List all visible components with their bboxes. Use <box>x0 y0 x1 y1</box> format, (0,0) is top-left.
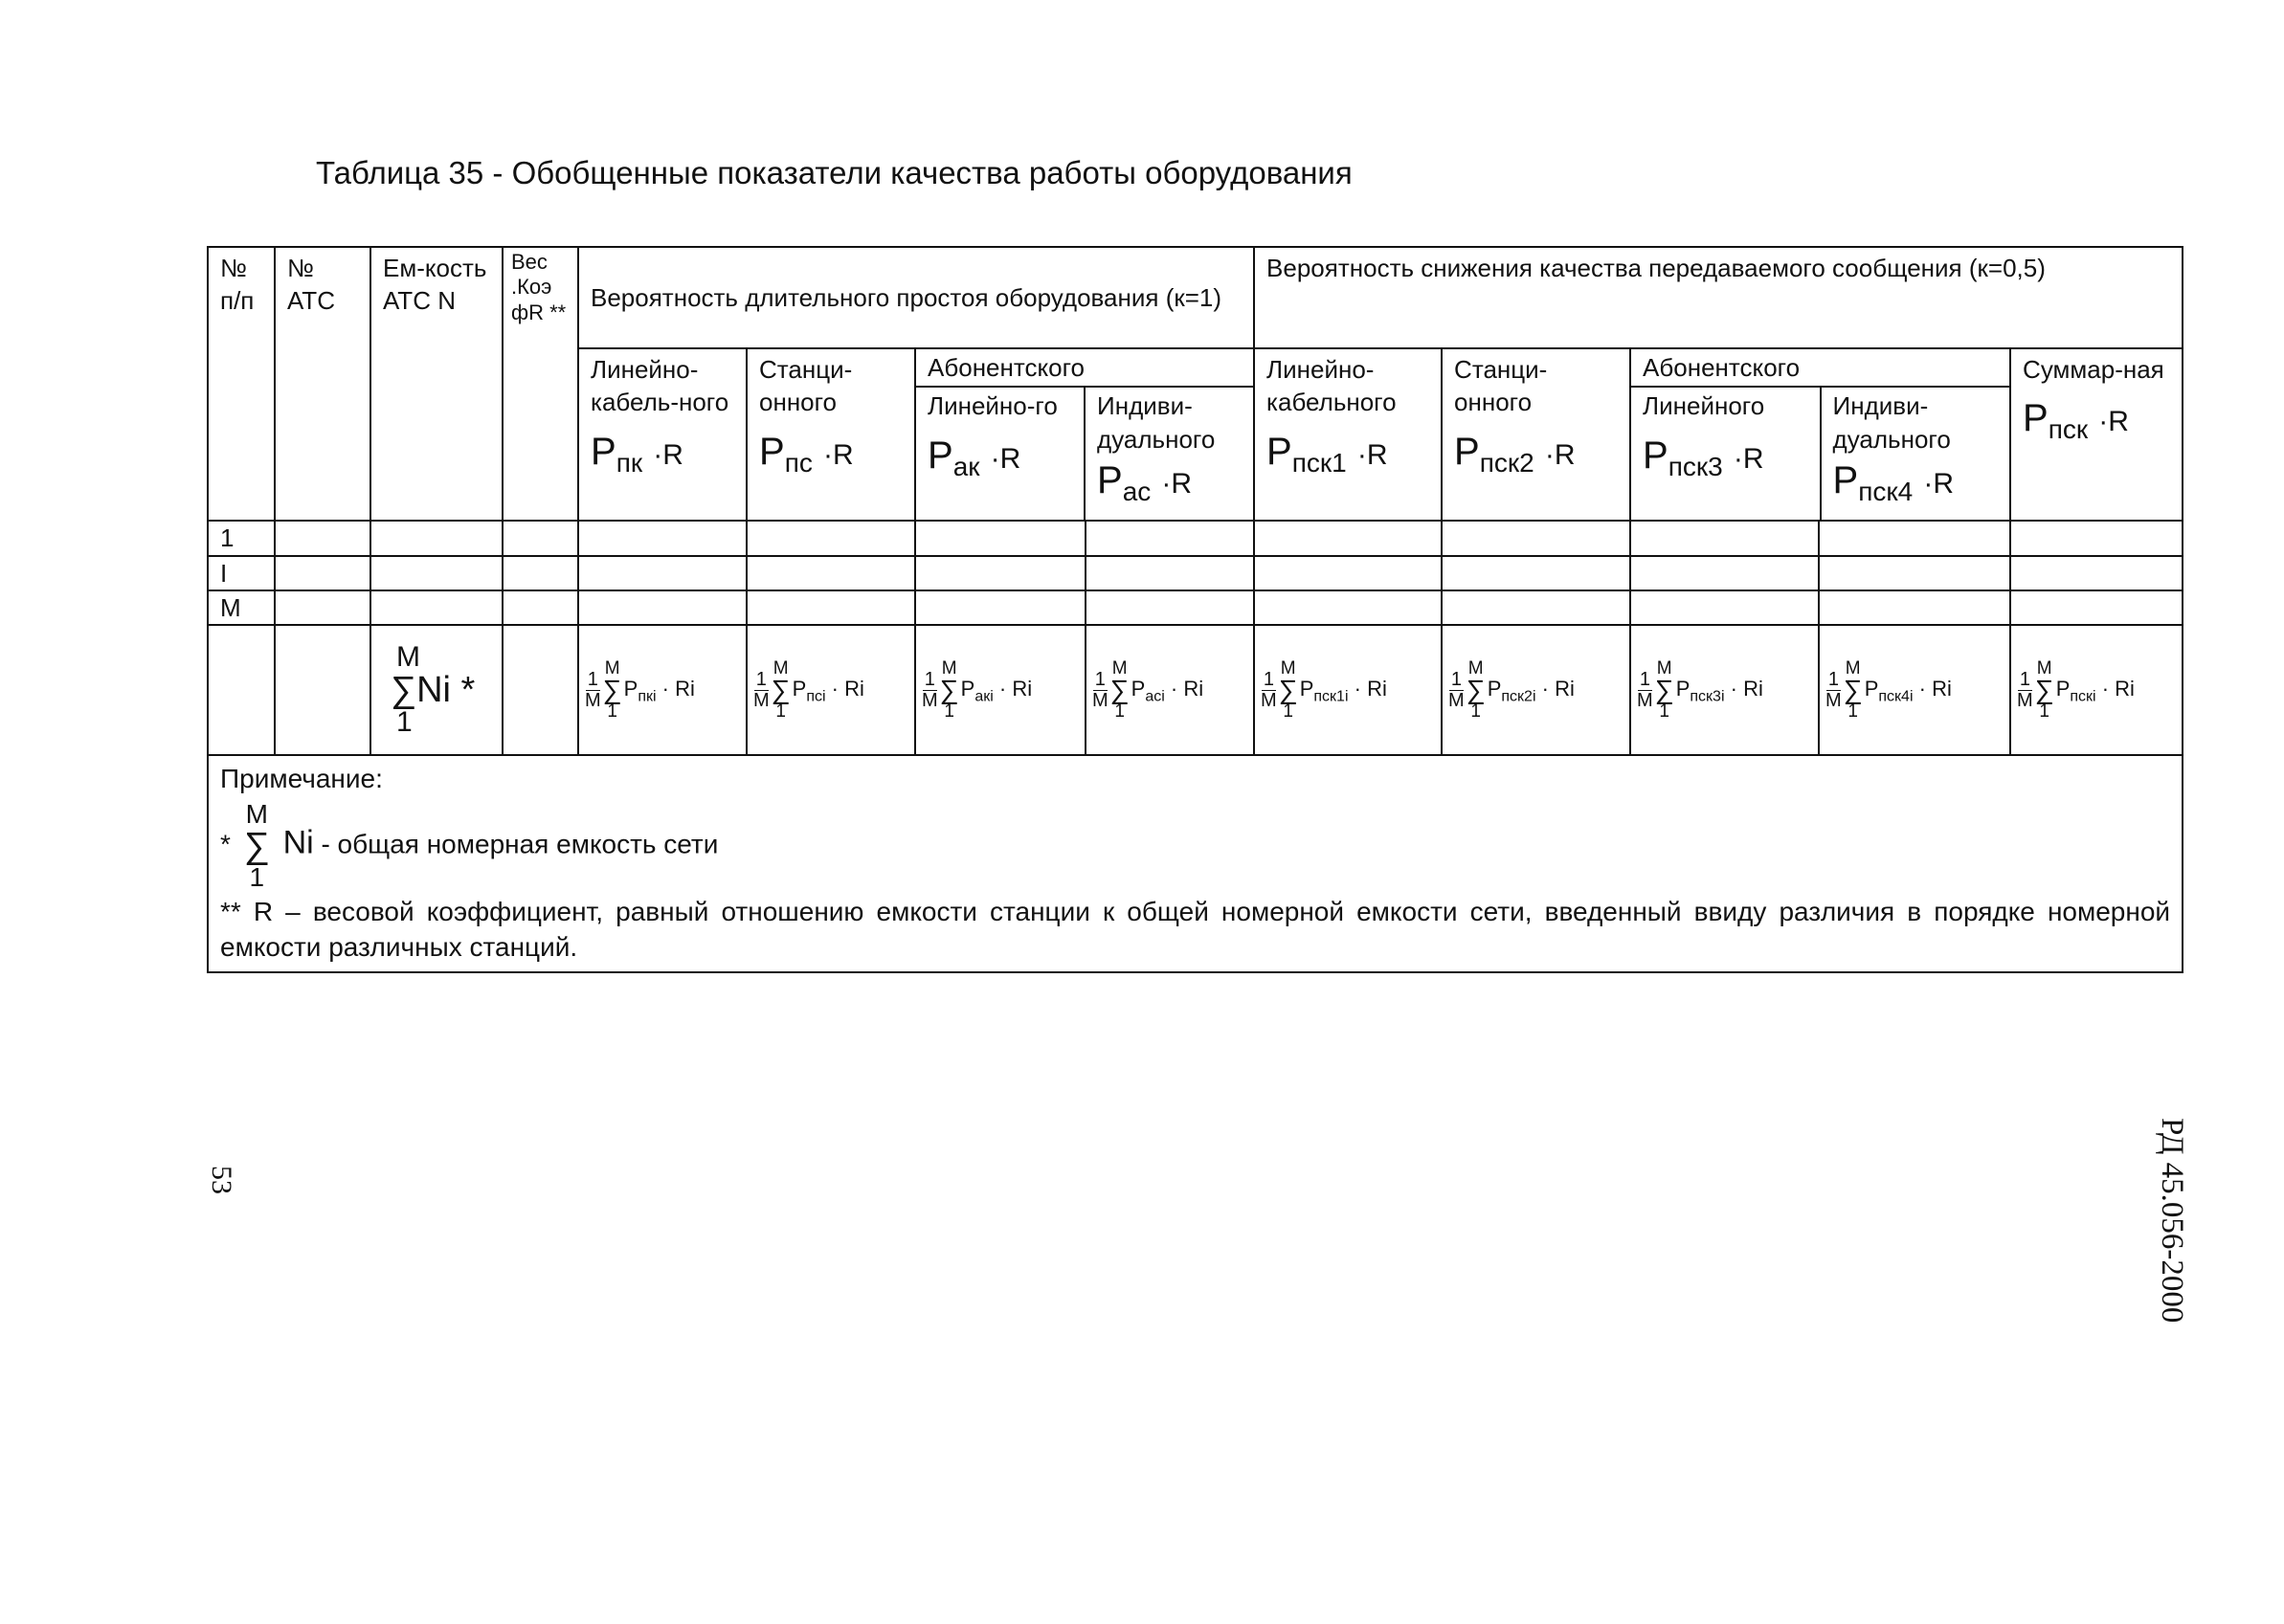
header-quality-station <box>1442 348 1630 521</box>
header-downtime-line-label: Линейно-кабель-ного <box>591 355 729 417</box>
symbol-p-psk: $P_{пск} \cdot R$ <box>2023 397 2129 445</box>
header-num: № п/п <box>208 247 275 521</box>
document-id: РД 45.056-2000 <box>2155 1118 2189 1324</box>
formula-psk1i: $\frac{1}{M}$ M ∑ 1 $P_{пск1i} \cdot Ri$ <box>1254 625 1442 755</box>
symbol-p-as: $P_{ас} \cdot R$ <box>1097 458 1193 506</box>
symbol-p-ak: $P_{ак} \cdot R$ <box>928 434 1021 481</box>
header-downtime-sub-indiv-label: Индиви-дуального <box>1097 391 1216 454</box>
symbol-p-psk2: $P_{пск2} \cdot R$ <box>1454 430 1576 478</box>
symbol-p-psk1: $P_{пск1} \cdot R$ <box>1266 430 1388 478</box>
header-quality-sub-line-label: Линейного <box>1643 391 1765 421</box>
formula-asi: $\frac{1}{M}$ M ∑ 1 $P_{асi} \cdot Ri$ <box>1086 625 1254 755</box>
table-row <box>208 521 2183 555</box>
header-quality-total-label: Суммар-ная <box>2023 355 2164 384</box>
header-downtime-station-label: Станци-онного <box>759 355 853 417</box>
row-index: M <box>208 590 275 625</box>
symbol-p-psk3: $P_{пск3} \cdot R$ <box>1643 434 1764 481</box>
header-capacity: Ем-кость АТС N <box>370 247 503 521</box>
page-number: 53 <box>206 1166 237 1194</box>
header-quality-subscriber <box>1630 348 2010 521</box>
formula-psk3i: $\frac{1}{M}$ M ∑ 1 $P_{пск3i} \cdot Ri$ <box>1630 625 1819 755</box>
header-ats: № АТС <box>275 247 370 521</box>
header-downtime-subscriber <box>915 348 1254 521</box>
row-index: I <box>208 556 275 590</box>
header-quality-total <box>2010 348 2183 521</box>
formula-aki: $\frac{1}{M}$ M ∑ 1 $P_{акi} \cdot Ri$ <box>915 625 1086 755</box>
table-row <box>208 590 2183 625</box>
symbol-p-psk4: $P_{пск4} \cdot R$ <box>1832 458 1954 506</box>
header-downtime-line <box>578 348 747 521</box>
table-caption: Таблица 35 - Обобщенные показатели качества работы оборудования <box>316 155 1353 190</box>
header-quality-sub-indiv-label: Индиви-дуального <box>1832 391 1951 454</box>
note-line-2: ** R – весовой коэффициент, равный отношению емкости станции к общей номерной емкости сети, введенный ввиду различия в порядке номерной емкости различных станций. <box>220 897 2171 963</box>
header-quality-line-label: Линейно-кабельного <box>1266 355 1397 417</box>
quality-indicators-table <box>207 246 2183 973</box>
header-row-1 <box>208 247 2183 348</box>
formula-total-capacity: M ∑Ni * 1 <box>370 625 503 755</box>
row-index: 1 <box>208 521 275 555</box>
header-quality-line <box>1254 348 1442 521</box>
header-downtime-sub-indiv <box>1086 388 1253 520</box>
header-quality-station-label: Станци-онного <box>1454 355 1548 417</box>
table-row <box>208 556 2183 590</box>
header-downtime-sub-line <box>916 388 1086 520</box>
header-downtime-group: Вероятность длительного простоя оборудования (к=1) <box>578 247 1254 348</box>
header-quality-sub-indiv <box>1822 388 2010 520</box>
formula-pki: $\frac{1}{M}$ M ∑ 1 $P_{пкi} \cdot Ri$ <box>578 625 747 755</box>
note-row <box>208 755 2183 972</box>
formula-pski: $\frac{1}{M}$ M ∑ 1 $P_{пскi} \cdot Ri$ <box>2010 625 2183 755</box>
symbol-p-pk: $P_{пк} \cdot R$ <box>591 430 683 478</box>
table-note <box>208 755 2183 972</box>
header-weight: Вес .Коэ фR ** <box>503 247 578 521</box>
formula-psk2i: $\frac{1}{M}$ M ∑ 1 $P_{пск2i} \cdot Ri$ <box>1442 625 1630 755</box>
header-quality-group: Вероятность снижения качества передаваемого сообщения (к=0,5) <box>1254 247 2183 348</box>
formula-row <box>208 625 2183 755</box>
header-quality-subscriber-label: Абонентского <box>1631 349 2009 388</box>
header-downtime-sub-line-label: Линейно-го <box>928 391 1058 421</box>
formula-psk4i: $\frac{1}{M}$ M ∑ 1 $P_{пск4i} \cdot Ri$ <box>1819 625 2010 755</box>
header-downtime-subscriber-label: Абонентского <box>916 349 1253 388</box>
symbol-p-ps: $P_{пс} \cdot R$ <box>759 430 854 478</box>
header-downtime-station <box>747 348 915 521</box>
header-quality-sub-line <box>1631 388 1822 520</box>
note-title: Примечание: <box>220 764 383 794</box>
note-line-1: * M ∑ 1 Ni - общая номерная емкость сети <box>220 799 719 893</box>
formula-psi: $\frac{1}{M}$ M ∑ 1 $P_{псi} \cdot Ri$ <box>747 625 915 755</box>
